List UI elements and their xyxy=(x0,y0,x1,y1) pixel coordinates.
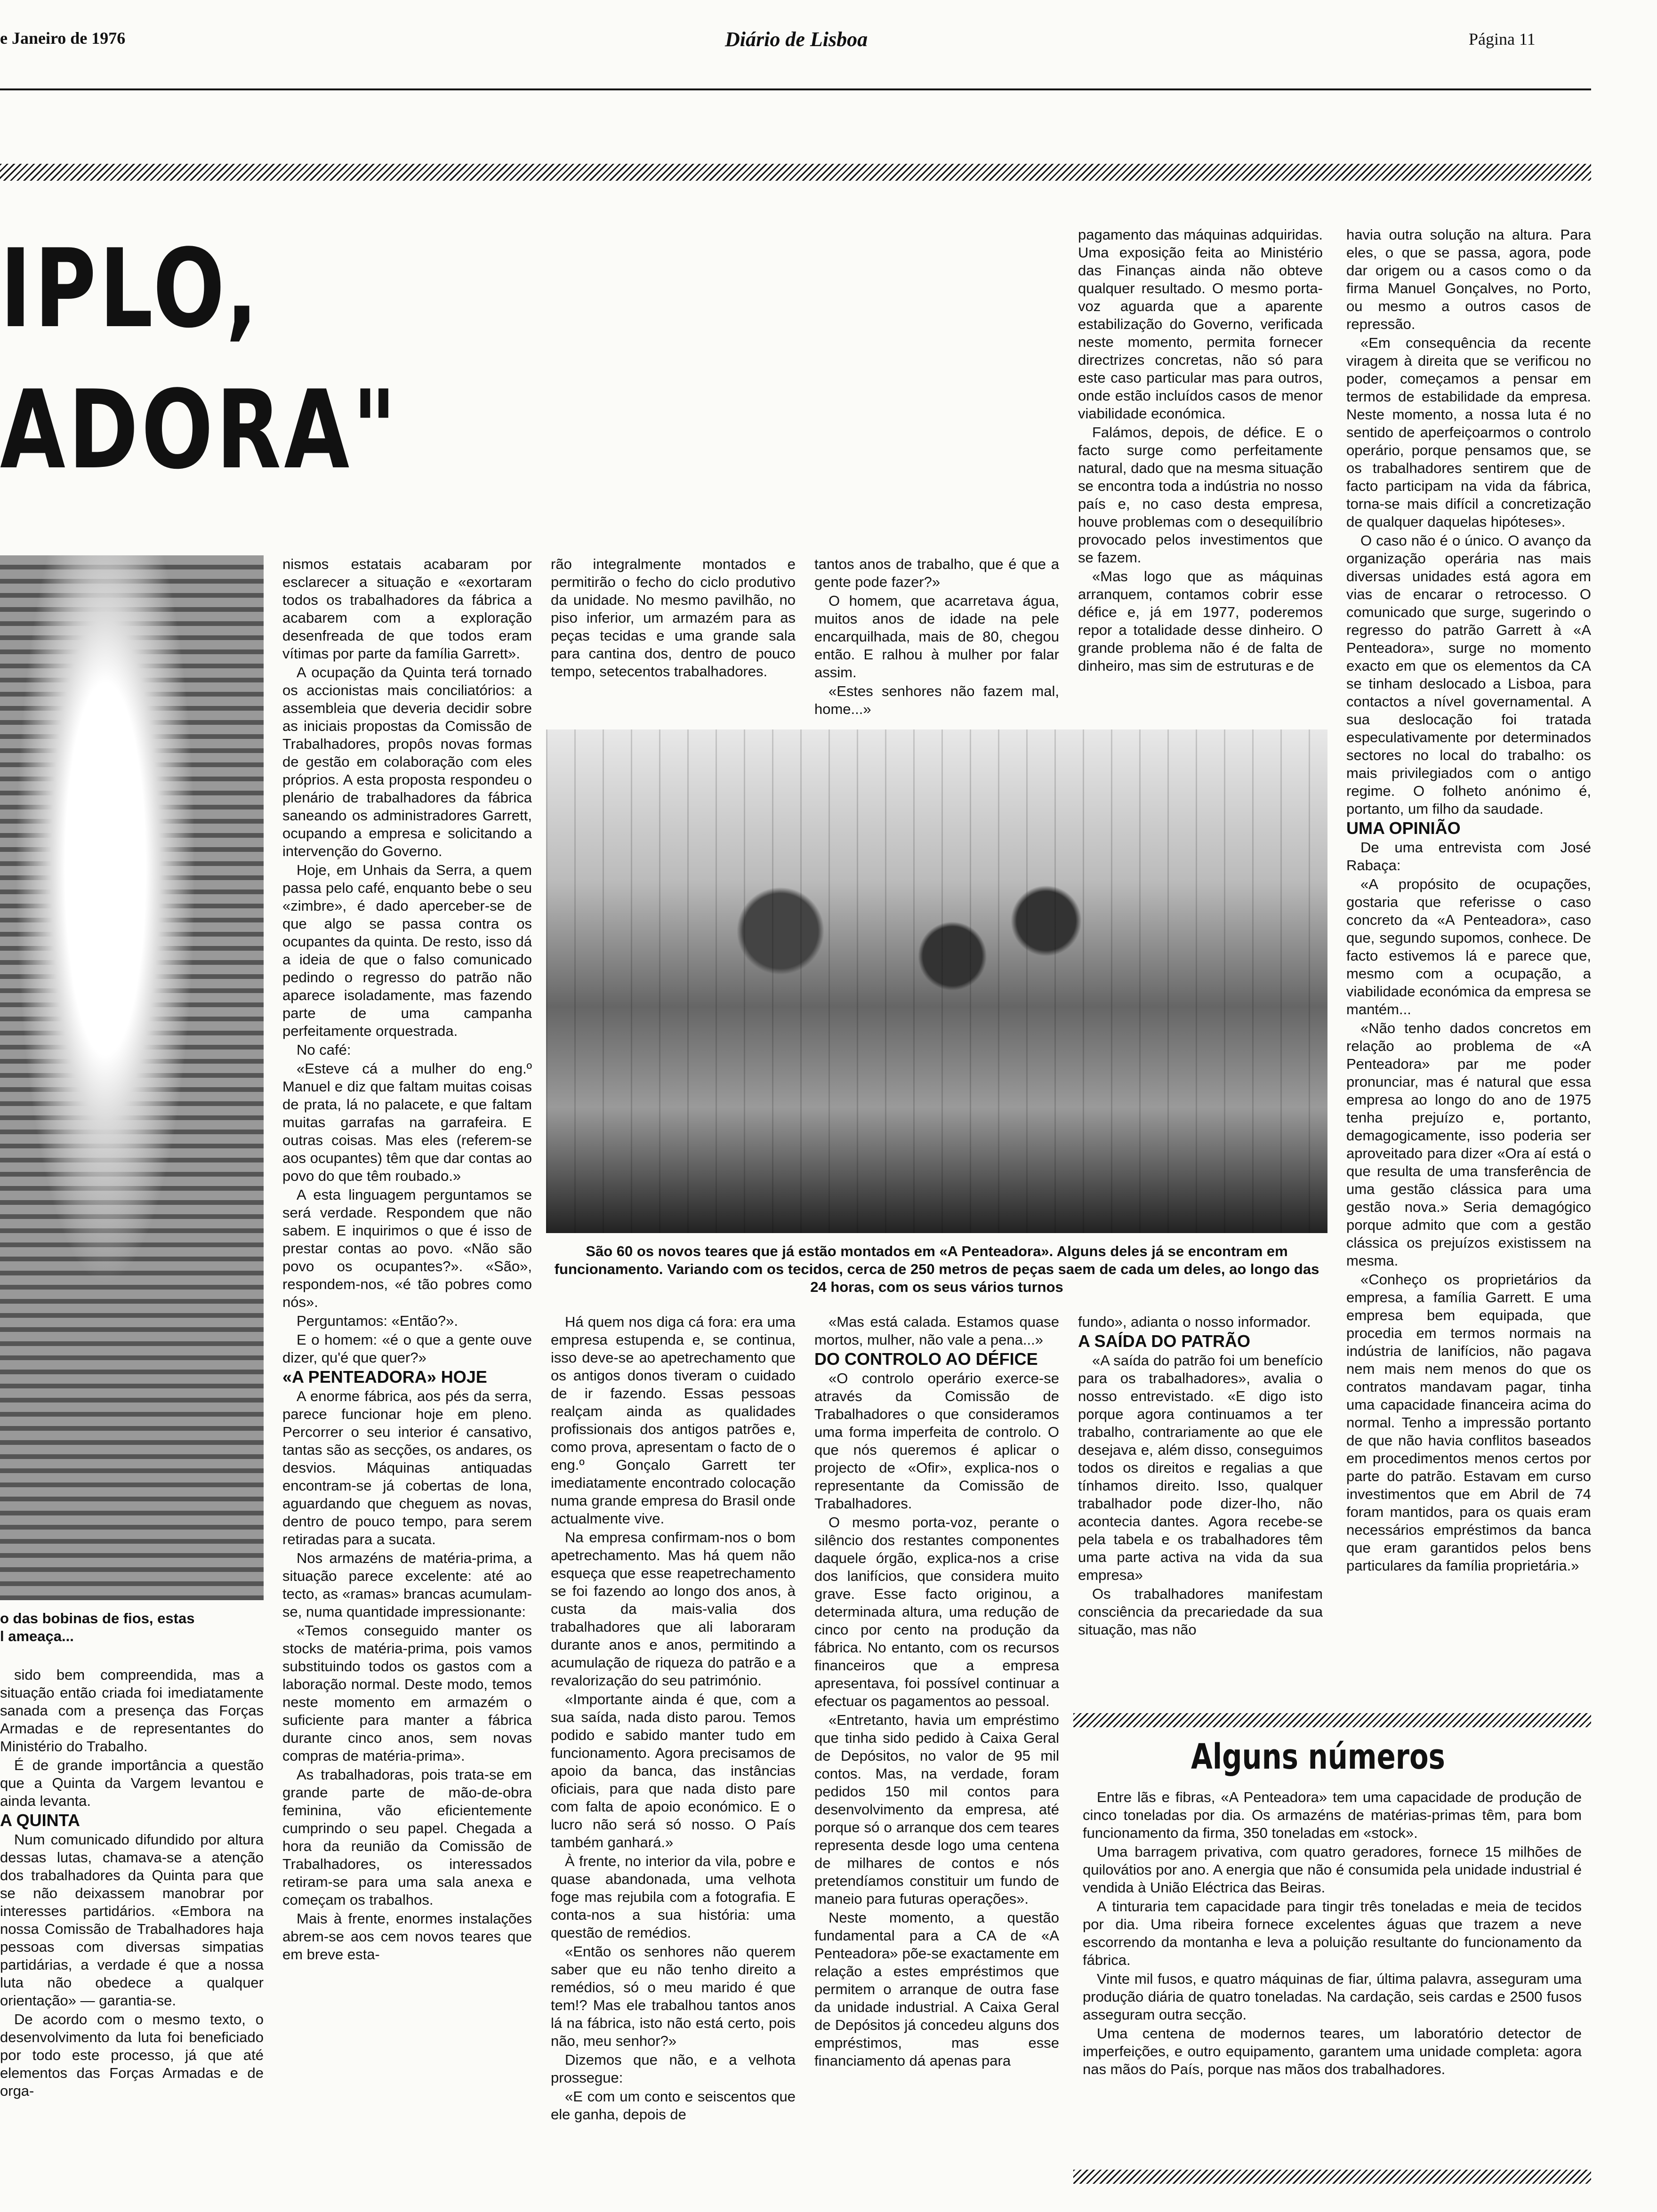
col2-para-6: A esta linguagem perguntamos se será verdade. Respondem que não sabem. E inquirimos o que é isso de prestar contas ao povo. «Não são povo os ocupantes?». «São», respondem-nos, «é tão pobres como nós». xyxy=(282,1186,532,1310)
col6-para-6: «Não tenho dados concretos em relação ao problema de «A Penteadora» par me poder pronunciar, mas é natural que essa empresa ao longo do ano de 1975 tenha prejuízo e, portanto, demagogicamente, isso poderia ser aproveitado para dizer «Ora aí está o que resulta de uma transferência de uma gestão clássica para uma gestão nova.» Seria demagógico porque admito que com a gestão clássica os prejuízos existissem na mesma. xyxy=(1346,1020,1591,1269)
col4-para-5: Neste momento, a questão fundamental para a CA de «A Penteadora» põe-se exactamente em relação a estes empréstimos que permitem o arranque de outra fase da unidade industrial. A Caixa Geral de Depósitos já concedeu alguns dos empréstimos, mas esse financiamento dá apenas para xyxy=(814,1909,1059,2069)
col5-para-1: fundo», adianta o nosso informador. xyxy=(1078,1314,1311,1330)
col5-top-para-2: Falámos, depois, de défice. E o facto surge como perfeitamente natural, dado que na mesma situação se encontra toda a indústria no nosso país e, no caso desta empresa, houve problemas com o desequilíbrio provocado pelos investimentos que se fazem. xyxy=(1078,424,1323,566)
col3-top-para-1: rão integralmente montados e permitirão o fecho do ciclo produtivo da unidade. No mesmo pavilhão, no piso inferior, um armazém para as peças tecidas e uma grande sala para cantina dos, dentro de pouco tempo, setecentos trabalhadores. xyxy=(551,556,796,680)
col2-subhead: «A PENTEADORA» HOJE xyxy=(282,1367,487,1387)
col2-para-9: A enorme fábrica, aos pés da serra, parece funcionar hoje em pleno. Percorrer o seu interior é cansativo, tantas são as secções, os andares, os desvios. Máquinas antiquadas encontram-se já cobertas de lona, aguardando que cheguem as novas, dentro de pouco tempo, para serem retiradas para a sucata. xyxy=(282,1388,532,1547)
headline-line-1: IPLO, xyxy=(0,226,261,352)
col2-para-12: As trabalhadoras, pois trata-se em grande parte de mão-de-obra feminina, vão eficientemente cumprindo o seu papel. Chegada a hora da reunião da Comissão de Trabalhadores, os interessados retiram-se para uma sala anexa e começam os trabalhos. xyxy=(282,1766,532,1908)
col6-para-1: havia outra solução na altura. Para eles, o que se passa, agora, pode dar origem ou a casos como o da firma Manuel Gonçalves, no Porto, ou mesmo a outros casos de repressão. xyxy=(1346,226,1591,332)
page-number: Página 11 xyxy=(1469,30,1536,48)
col1-para-1: sido bem compreendida, mas a situação então criada foi imediatamente sanada com a presença das Forças Armadas e de representantes do Ministério do Trabalho. xyxy=(0,1667,264,1755)
col6-para-3: O caso não é o único. O avanço da organização operária nas mais diversas unidades está agora em vias de encarar o retrocesso. O comunicado que surge, sugerindo o regresso do patrão Garrett à «A Penteadora», surge no momento exacto em que os elementos da CA se tinham deslocado a Lisboa, para contactos a nível governamental. A sua deslocação foi tratada especulativamente por determinados sectores no local do trabalho: os mais privilegiados com o antigo regime. O folheto anónimo é, portanto, um filho da saudade. xyxy=(1346,532,1591,817)
masthead: Diário de Lisboa xyxy=(725,28,868,51)
col5-top-para-1: pagamento das máquinas adquiridas. Uma exposição feita ao Ministério das Finanças ainda não obteve qualquer resultado. O mesmo porta-voz aguarda que a aparente estabilização do Governo, verificada neste momento, permita fornecer directrizes concretas, não só para este caso particular mas para outros, onde estão incluídos casos de menor viabilidade económica. xyxy=(1078,226,1323,422)
col4-subhead: DO CONTROLO AO DÉFICE xyxy=(814,1349,1038,1369)
col2-para-1: nismos estatais acabaram por esclarecer a situação e «exortaram todos os trabalhadores da fábrica a acabarem com a exploração desenfreada de que todos eram vítimas por parte da família Garrett». xyxy=(282,556,532,662)
col2-para-5: «Esteve cá a mulher do eng.º Manuel e diz que faltam muitas coisas de prata, lá no palacete, e que faltam muitas garrafas na garrafeira. E outras coisas. Mas eles (referem-se aos ocupantes) têm que dar contas ao povo do que têm roubado.» xyxy=(282,1060,532,1184)
col1-para-4: De acordo com o mesmo texto, o desenvolvimento da luta foi beneficiado por todo este processo, já que até elementos das Forças Armadas e de orga- xyxy=(0,2011,264,2099)
col1-para-2: É de grande importância a questão que a Quinta da Vargem levantou e ainda levanta. xyxy=(0,1757,264,1809)
left-photo xyxy=(0,555,264,1600)
col4-para-3: O mesmo porta-voz, perante o silêncio dos restantes componentes daquele órgão, explica-nos a crise dos lanifícios, que considera muito grave. Esse facto originou, a determinada altura, uma redução de cinco por cento na produção da fábrica. No entanto, com os recursos financeiros que a empresa apresentava, foi possível continuar a efectuar os pagamentos ao pessoal. xyxy=(814,1514,1059,1709)
col3-para-2: Na empresa confirmam-nos o bom apetrechamento. Mas há quem não esqueça que esse reapetrechamento se foi fazendo ao longo dos anos, à custa da mais-valia dos trabalhadores que ali laboraram durante anos e anos, permitindo a acumulação de riqueza do patrão e a revalorização do seu património. xyxy=(551,1529,796,1689)
col2-para-7: Perguntamos: «Então?». xyxy=(297,1313,458,1329)
top-hatch-band xyxy=(0,164,1591,181)
col5-para-3: Os trabalhadores manifestam consciência da precariedade da sua situação, mas não xyxy=(1078,1586,1323,1638)
column-6 xyxy=(1346,226,1591,1699)
box-para-1: Entre lãs e fibras, «A Penteadora» tem uma capacidade de produção de cinco toneladas por dia. Os armazéns de matérias-primas têm, para bom funcionamento da firma, 350 toneladas em «stock». xyxy=(1083,1789,1582,1841)
left-photo-caption: o das bobinas de fios, estas l ameaça... xyxy=(0,1610,195,1644)
col6-para-7: «Conheço os proprietários da empresa, a família Garrett. E uma empresa bem equipada, que procedia em termos normais na indústria de lanifícios, não pagava nem mais nem menos do que os contratos mandavam pagar, tinha uma capacidade financeira acima do normal. Tenho a impressão portanto de que não havia conflitos baseados em procedimentos menos certos por parte do patrão. Estavam em curso investimentos que em Abril de 74 foram mantidos, para os quais eram necessários empréstimos da banca que eram garantidos pelos bens particulares da família proprietária.» xyxy=(1346,1271,1591,1574)
col3-para-7: «E com um conto e seiscentos que ele ganha, depois de xyxy=(551,2088,796,2123)
column-4-top xyxy=(814,555,1059,715)
col2-para-10: Nos armazéns de matéria-prima, a situação parece excelente: até ao tecto, as «ramas» brancas acumulam-se, numa quantidade impressionante: xyxy=(282,1550,532,1620)
col6-para-2: «Em consequência da recente viragem à direita que se verificou no poder, começamos a pensar em termos de estabilidade da empresa. Neste momento, a nossa luta é no sentido de aperfeiçoarmos o controlo operário, porque pensamos que, se os trabalhadores sentirem que de facto participam na vida da fábrica, torna-se mais difícil a concretização de qualquer daquelas hipóteses». xyxy=(1346,335,1591,530)
box-title: Alguns números xyxy=(1191,1737,1445,1777)
col4-para-2: «O controlo operário exerce-se através da Comissão de Trabalhadores o que consideramos uma forma imperfeita de controlo. O que nós queremos é aplicar o projecto de «Ofir», explica-nos o representante da Comissão de Trabalhadores. xyxy=(814,1370,1059,1512)
factory-photo xyxy=(546,729,1327,1233)
col3-para-3: «Importante ainda é que, com a sua saída, nada disto parou. Temos podido e sabido manter tudo em funcionamento. Agora precisamos de apoio da banca, das instâncias oficiais, para que nada disto pare com falta de apoio económico. E o lucro não será só nosso. O País também ganhará.» xyxy=(551,1691,796,1851)
col2-para-3: Hoje, em Unhais da Serra, a quem passa pelo café, enquanto bebe o seu «zimbre», é dado aperceber-se de que algo se passa contra os ocupantes da quinta. De resto, isso dá a ideia de que o falso comunicado pedindo o regresso do patrão não aparece isoladamente, mas fazendo parte de uma campanha perfeitamente orquestrada. xyxy=(282,862,532,1039)
photo-texture xyxy=(546,729,1327,1233)
col2-para-11: «Temos conseguido manter os stocks de matéria-prima, pois vamos substituindo todos os gastos com a laboração normal. Deste modo, temos neste momento em armazém o suficiente para manter a fábrica durante cinco anos, sem novas compras de matéria-prima». xyxy=(282,1622,532,1764)
col5-top-para-3: «Mas logo que as máquinas arranquem, contamos cobrir esse défice e, já em 1977, poderemos repor a totalidade desse dinheiro. O grande problema não é de falta de dinheiro, mas sim de estruturas e de xyxy=(1078,568,1323,674)
col5-subhead: A SAÍDA DO PATRÃO xyxy=(1078,1331,1250,1351)
box-hatch-top xyxy=(1073,1713,1591,1727)
photo-caption: São 60 os novos teares que já estão montados em «A Penteadora». Alguns deles já se encontram em funcionamento. Variando com os tecidos, cerca de 250 metros de peças saem de cada um deles, ao longo das 24 horas, com os seus vários turnos xyxy=(554,1243,1319,1295)
col1-para-3: Num comunicado difundido por altura dessas lutas, chamava-se a atenção dos trabalhadores da Quinta para que se não deixassem manobrar por interesses partidários. «Embora na nossa Comissão de Trabalhadores haja pessoas com diversas simpatias partidárias, a verdade é que a nossa luta não obedece a qualquer orientação» — garantia-se. xyxy=(0,1831,264,2009)
col2-para-8: E o homem: «é o que a gente ouve dizer, qu'é que quer?» xyxy=(282,1331,532,1366)
col3-para-6: Dizemos que não, e a velhota prossegue: xyxy=(551,2052,796,2086)
column-5-bottom xyxy=(1078,1313,1323,1690)
column-1 xyxy=(0,1666,264,2198)
col4-top-para-1: tantos anos de trabalho, que é que a gente pode fazer?» xyxy=(814,556,1059,590)
box-para-3: A tinturaria tem capacidade para tingir três toneladas e meia de tecidos por dia. Uma ribeira fornece excelentes águas que trazem a neve escorrendo da montanha e leva a poluição resultante do funcionamento da fábrica. xyxy=(1083,1898,1582,1968)
col3-para-5: «Então os senhores não querem saber que eu não tenho direito a remédios, só o meu marido é que tem!? Mas ele trabalhou tantos anos lá na fábrica, isto não está certo, pois não, meu senhor?» xyxy=(551,1943,796,2049)
col4-para-1: «Mas está calada. Estamos quase mortos, mulher, não vale a pena...» xyxy=(814,1314,1059,1348)
col2-para-13: Mais à frente, enormes instalações abrem-se aos cem novos teares que em breve esta- xyxy=(282,1910,532,1963)
box-para-2: Uma barragem privativa, com quatro geradores, fornece 15 milhões de quilovátios por ano. A energia que não é consumida pela unidade industrial é vendida à União Eléctrica das Beiras. xyxy=(1083,1843,1582,1896)
header-rule xyxy=(0,88,1591,90)
col3-para-1: Há quem nos diga cá fora: era uma empresa estupenda e, se continua, isso deve-se ao apetrechamento que os antigos donos tiveram o cuidado de ir fazendo. Essas pessoas realçam ainda as qualidades profissionais dos antigos patrões e, como prova, apresentam o facto de o eng.º Gonçalo Garrett ter imediatamente encontrado colocação numa grande empresa do Brasil onde actualmente vive. xyxy=(551,1314,796,1527)
column-5-top xyxy=(1078,226,1323,720)
issue-date: e Janeiro de 1976 xyxy=(0,29,126,48)
col5-para-2: «A saída do patrão foi um benefício para os trabalhadores», avalia o nosso entrevistado. «E digo isto porque agora continuamos a ter trabalho, contrariamente ao que ele desejava e, além disso, conseguimos todos os direitos e regalias a que tínhamos direito. Isso, qualquer trabalhador pode dizer-lho, não acontecia dantes. Agora recebe-se pela tabela e os trabalhadores têm uma parte activa na vida da sua empresa» xyxy=(1078,1352,1323,1583)
col4-top-para-3: «Estes senhores não fazem mal, home...» xyxy=(814,683,1059,715)
column-3-bottom xyxy=(551,1313,796,2198)
col6-para-4: De uma entrevista com José Rabaça: xyxy=(1346,839,1591,874)
headline-line-2: ADORA" xyxy=(0,368,400,493)
col4-top-para-2: O homem, que acarretava água, muitos anos de idade na pele encarquilhada, mais de 80, chegou então. E ralhou à mulher por falar assim. xyxy=(814,593,1059,681)
column-2 xyxy=(282,555,532,2203)
column-4-bottom xyxy=(814,1313,1059,2198)
col2-para-4: No café: xyxy=(297,1042,351,1058)
column-3-top xyxy=(551,555,796,715)
col4-para-4: «Entretanto, havia um empréstimo que tinha sido pedido à Caixa Geral de Depósitos, no valor de 95 mil contos. Mas, na verdade, foram pedidos 150 mil contos para desenvolvimento da empresa, até porque só o arranque dos cem teares representa desde logo uma centena de milhares de contos e nós pretendíamos constituir um fundo de maneio para futuras operações». xyxy=(814,1712,1059,1907)
box-para-4: Vinte mil fusos, e quatro máquinas de fiar, última palavra, asseguram uma produção diária de quatro toneladas. Na cardação, seis cardas e 2500 fusos asseguram outra secção. xyxy=(1083,1971,1582,2023)
col6-para-5: «A propósito de ocupações, gostaria que referisse o caso concreto da «A Penteadora», caso que, segundo supomos, conhece. De facto estivemos lá e parece que, mesmo com a ocupação, a viabilidade económica da empresa se mantém... xyxy=(1346,876,1591,1018)
box-para-5: Uma centena de modernos teares, um laboratório detector de imperfeições, e outro equipamento, garantem uma unidade completa: agora nas mãos do País, porque nas mãos dos trabalhadores. xyxy=(1083,2025,1582,2077)
col3-para-4: À frente, no interior da vila, pobre e quase abandonada, uma velhota foge mas rejubila com a fotografia. E conta-nos a sua história: uma questão de remédios. xyxy=(551,1853,796,1941)
col6-subhead: UMA OPINIÃO xyxy=(1346,818,1461,838)
box-body xyxy=(1083,1788,1582,2160)
col1-subhead: A QUINTA xyxy=(0,1811,80,1830)
col2-para-2: A ocupação da Quinta terá tornado os accionistas mais conciliatórios: a assembleia que deveria decidir sobre as iniciais propostas da Comissão de Trabalhadores, propôs novas formas de gestão em colaboração com eles próprios. A esta proposta respondeu o plenário de trabalhadores da fábrica saneando os administradores Garrett, ocupando a empresa e solicitando a intervenção do Governo. xyxy=(282,664,532,859)
box-hatch-bottom xyxy=(1073,2170,1591,2184)
